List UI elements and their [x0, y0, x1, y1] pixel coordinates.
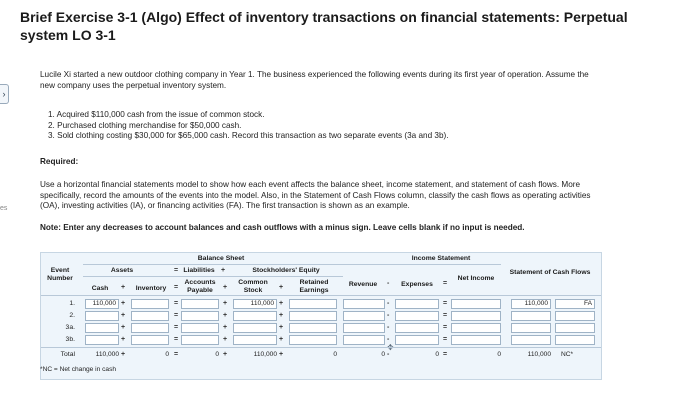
event-item: 2. Purchased clothing merchandise for $50,000 cash.: [48, 120, 242, 130]
plus-operator: +: [121, 351, 126, 358]
chevron-right-icon: ›: [2, 89, 6, 99]
equals-operator: =: [174, 300, 179, 307]
header-cash-flows: Statement of Cash Flows: [509, 269, 591, 276]
divider: [83, 264, 343, 265]
revenue-input[interactable]: [343, 299, 385, 309]
retained-earnings-input[interactable]: [289, 299, 337, 309]
header-revenue: Revenue: [348, 281, 378, 288]
intro-text: Lucile Xi started a new outdoor clothing company in Year 1. The business experienced the following events during its first year of operation. Assume the new company uses the perpetual inventory system.: [40, 70, 589, 90]
row-label: 2.: [69, 312, 75, 319]
net-income-input[interactable]: [451, 323, 501, 333]
common-stock-input[interactable]: [233, 323, 277, 333]
financial-statements-model: [40, 252, 602, 380]
header-cash: Cash: [91, 285, 109, 292]
equals-operator: =: [443, 336, 448, 343]
net-income-input[interactable]: [451, 299, 501, 309]
retained-earnings-input[interactable]: [289, 323, 337, 333]
cash-flow-amount-input[interactable]: [511, 323, 551, 333]
plus-operator: +: [279, 300, 284, 307]
header-inventory: Inventory: [135, 285, 167, 292]
header-accounts-payable: Accounts Payable: [184, 279, 216, 294]
minus-operator: -: [387, 324, 390, 331]
header-retained-earnings: Retained Earnings: [299, 279, 329, 294]
equals-operator: =: [443, 300, 448, 307]
total-expenses: 0: [435, 351, 439, 358]
total-cash: 110,000: [95, 351, 119, 358]
cash-flow-amount-input[interactable]: [511, 335, 551, 345]
common-stock-input[interactable]: [233, 311, 277, 321]
equals-operator: =: [174, 267, 179, 274]
inventory-input[interactable]: [131, 335, 169, 345]
retained-earnings-input[interactable]: [289, 311, 337, 321]
minus-operator: -: [387, 351, 390, 358]
accounts-payable-input[interactable]: [181, 335, 219, 345]
cash-input[interactable]: [85, 323, 119, 333]
plus-operator: +: [121, 312, 126, 319]
event-item: 3. Sold clothing costing $30,000 for $65,000 cash. Record this transaction as two separate events (3a and 3b).: [48, 131, 449, 140]
expenses-input[interactable]: [395, 311, 439, 321]
plus-operator: +: [279, 312, 284, 319]
plus-operator: +: [279, 284, 284, 291]
header-common-stock: Common Stock: [238, 279, 268, 294]
total-rule: [41, 347, 601, 348]
row-label: 3a.: [65, 324, 75, 331]
header-expenses: Expenses: [401, 281, 433, 288]
cash-flow-class-input[interactable]: [555, 335, 595, 345]
header-balance-sheet: Balance Sheet: [197, 255, 245, 262]
plus-operator: +: [279, 336, 284, 343]
divider: [341, 264, 501, 265]
equals-operator: =: [174, 351, 179, 358]
divider: [83, 276, 343, 277]
side-label: es: [0, 205, 8, 212]
cash-flow-amount-input[interactable]: [511, 311, 551, 321]
plus-operator: +: [223, 336, 228, 343]
header-stockholders-equity: Stockholders' Equity: [252, 267, 320, 274]
expenses-input[interactable]: [395, 299, 439, 309]
cash-flow-class-input[interactable]: FA: [555, 299, 595, 309]
header-assets: Assets: [110, 267, 134, 274]
header-bottom-rule: [41, 295, 601, 296]
expenses-input[interactable]: [395, 335, 439, 345]
minus-operator: -: [387, 280, 390, 287]
total-cash-flow-amount: 110,000: [527, 351, 551, 358]
minus-operator: -: [387, 336, 390, 343]
cash-flow-class-input[interactable]: [555, 323, 595, 333]
instructions-text: Use a horizontal financial statements model to show how each event affects the balance sheet, income statement, and statement of cash flows. More specifically, record the amounts of the events into the model. Also, in the Statement of Cash Flows column, classify the cash flows as operating activities (OA), investing activities (IA), or financing activities (FA). The first transaction is shown as an example.: [40, 180, 591, 210]
net-income-input[interactable]: [451, 311, 501, 321]
plus-operator: +: [221, 267, 226, 274]
inventory-input[interactable]: [131, 311, 169, 321]
total-net-income: 0: [497, 351, 501, 358]
header-liabilities: Liabilities: [183, 267, 215, 274]
equals-operator: =: [174, 324, 179, 331]
plus-operator: +: [223, 284, 228, 291]
cash-flow-amount-input[interactable]: 110,000: [511, 299, 551, 309]
plus-operator: +: [121, 284, 126, 291]
minus-operator: -: [387, 312, 390, 319]
note-text: Note: Enter any decreases to account balances and cash outflows with a minus sign. Leave cells blank if no input is needed.: [40, 223, 525, 232]
total-retained-earnings: 0: [333, 351, 337, 358]
equals-operator: =: [443, 312, 448, 319]
header-net-income: Net Income: [457, 275, 495, 282]
plus-operator: +: [223, 351, 228, 358]
event-item: 1. Acquired $110,000 cash from the issue of common stock.: [48, 110, 265, 119]
plus-operator: +: [223, 312, 228, 319]
retained-earnings-input[interactable]: [289, 335, 337, 345]
total-cash-flow-class: NC*: [561, 351, 574, 358]
total-label: Total: [60, 351, 75, 358]
common-stock-input[interactable]: [233, 335, 277, 345]
net-income-input[interactable]: [451, 335, 501, 345]
total-inventory: 0: [165, 351, 169, 358]
exercise-title: Brief Exercise 3-1 (Algo) Effect of inventory transactions on financial statements: Perpetual system LO 3-1: [20, 9, 628, 43]
accounts-payable-input[interactable]: [181, 311, 219, 321]
event-list: [48, 110, 449, 142]
row-label: 1.: [69, 300, 75, 307]
revenue-input[interactable]: [343, 311, 385, 321]
left-edge: [0, 0, 8, 400]
cash-input[interactable]: [85, 335, 119, 345]
plus-operator: +: [223, 300, 228, 307]
expenses-input[interactable]: [395, 323, 439, 333]
inventory-input[interactable]: [131, 323, 169, 333]
revenue-input[interactable]: [343, 335, 385, 345]
minus-operator: -: [387, 300, 390, 307]
plus-operator: +: [223, 324, 228, 331]
inventory-input[interactable]: [131, 299, 169, 309]
required-label: Required:: [40, 157, 79, 166]
equals-operator: =: [443, 351, 448, 358]
total-accounts-payable: 0: [215, 351, 219, 358]
cash-input[interactable]: 110,000: [85, 299, 119, 309]
cash-flow-class-input[interactable]: [555, 311, 595, 321]
accounts-payable-input[interactable]: [181, 299, 219, 309]
row-label: 3b.: [65, 336, 75, 343]
footnote: *NC = Net change in cash: [40, 366, 117, 373]
equals-operator: =: [174, 312, 179, 319]
header-event-number: Event Number: [47, 267, 73, 282]
expand-panel-tab[interactable]: [0, 84, 9, 104]
plus-operator: +: [279, 351, 284, 358]
plus-operator: +: [279, 324, 284, 331]
equals-operator: =: [443, 280, 448, 287]
total-revenue: 0: [381, 351, 385, 358]
plus-operator: +: [121, 300, 126, 307]
plus-operator: +: [121, 324, 126, 331]
total-common-stock: 110,000: [253, 351, 277, 358]
plus-operator: +: [121, 336, 126, 343]
equals-operator: =: [443, 324, 448, 331]
common-stock-input[interactable]: 110,000: [233, 299, 277, 309]
revenue-input[interactable]: [343, 323, 385, 333]
accounts-payable-input[interactable]: [181, 323, 219, 333]
header-income-statement: Income Statement: [411, 255, 471, 262]
equals-operator: =: [174, 284, 179, 291]
cash-input[interactable]: [85, 311, 119, 321]
equals-operator: =: [174, 336, 179, 343]
